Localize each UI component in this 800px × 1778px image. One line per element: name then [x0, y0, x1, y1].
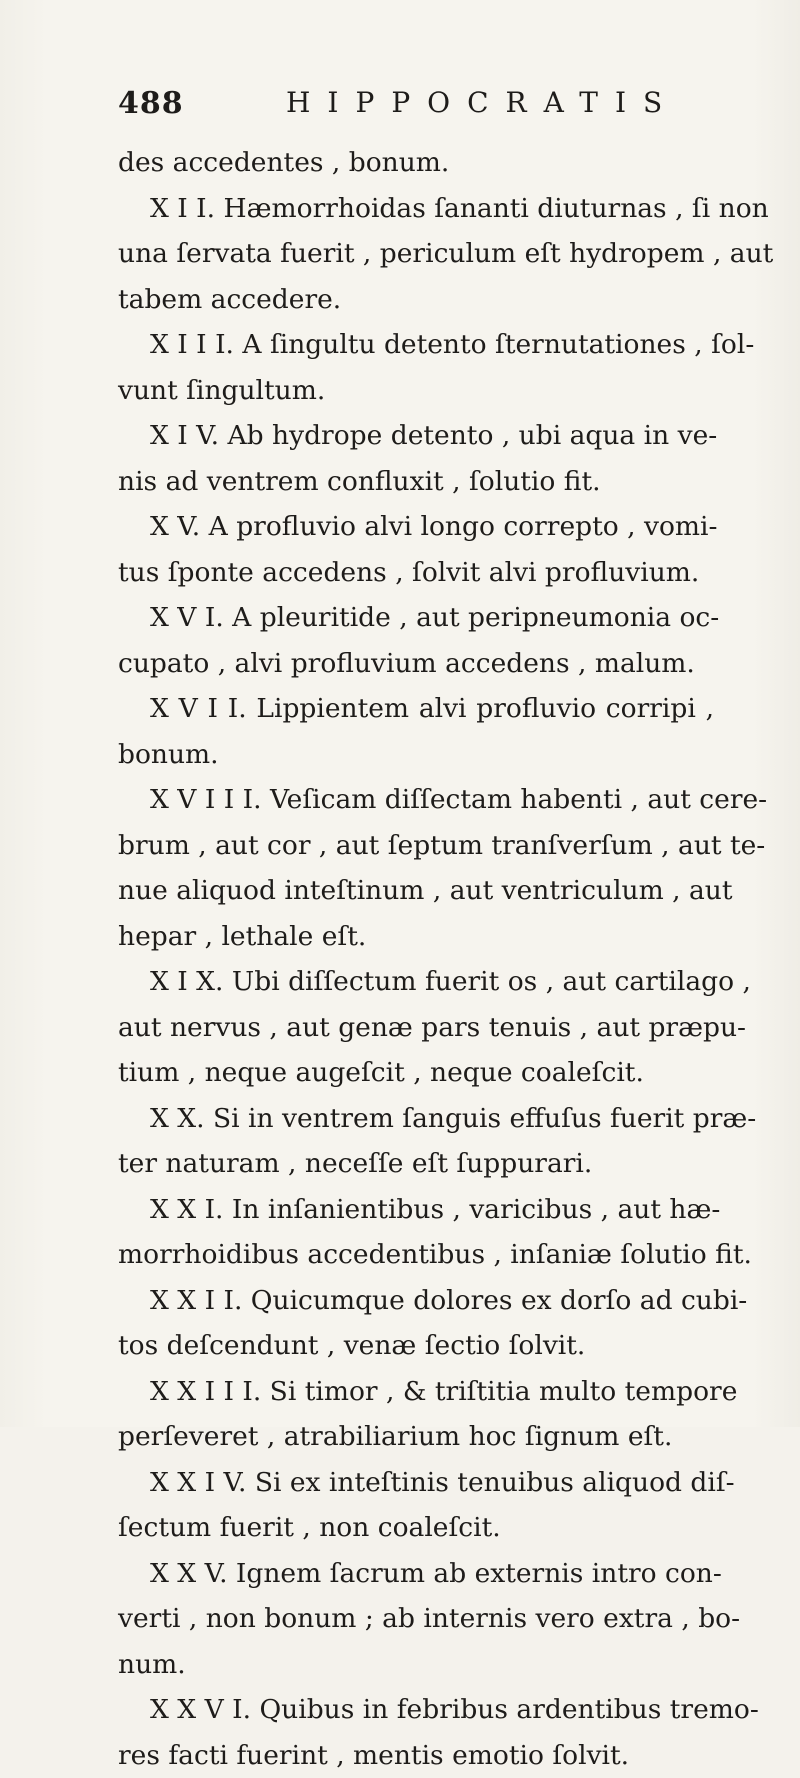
text-line: tabem accedere. [118, 277, 714, 323]
text-line: verti , non bonum ; ab internis vero extra , bo- [118, 1596, 714, 1642]
text-line: X V. A profluvio alvi longo correpto , vomi- [118, 504, 714, 550]
text-line: brum , aut cor , aut ſeptum tranſverſum , aut te- [118, 823, 714, 869]
running-title: HIPPOCRATIS [286, 86, 679, 119]
text-line: X I I. Hæmorrhoidas ſananti diuturnas , ſi non [118, 186, 714, 232]
text-line: nis ad ventrem confluxit , ſolutio fit. [118, 459, 714, 505]
text-line: X I X. Ubi diſſectum fuerit os , aut cartilago , [118, 959, 714, 1005]
text-line: X I I I. A ſingultu detento ſternutationes , ſol- [118, 322, 714, 368]
text-line: morrhoidibus accedentibus , inſaniæ ſolutio fit. [118, 1232, 714, 1278]
text-line: X V I I I. Veſicam diſſectam habenti , aut cere- [118, 777, 714, 823]
text-line: X V I I. Lippientem alvi profluvio corripi , [118, 686, 714, 732]
text-line: tium , neque augeſcit , neque coaleſcit. [118, 1050, 714, 1096]
text-line: res facti fuerint , mentis emotio ſolvit. [118, 1733, 714, 1778]
text-line: X I V. Ab hydrope detento , ubi aqua in ve- [118, 413, 714, 459]
text-line: hepar , lethale eſt. [118, 914, 714, 960]
text-line: X X I. In inſanientibus , varicibus , aut hæ- [118, 1187, 714, 1233]
text-line: X X I I. Quicumque dolores ex dorſo ad cubi- [118, 1278, 714, 1324]
text-line: bonum. [118, 732, 714, 778]
text-line: num. [118, 1642, 714, 1688]
text-line: X V I. A pleuritide , aut peripneumonia oc- [118, 595, 714, 641]
text-line: una ſervata fuerit , periculum eſt hydropem , aut [118, 231, 714, 277]
text-line: tus ſponte accedens , ſolvit alvi profluvium. [118, 550, 714, 596]
body-text [118, 140, 714, 1778]
text-line: ter naturam , neceſſe eſt ſuppurari. [118, 1141, 714, 1187]
text-line: tos deſcendunt , venæ ſectio ſolvit. [118, 1323, 714, 1369]
text-line: des accedentes , bonum. [118, 140, 714, 186]
text-line: X X I V. Si ex inteſtinis tenuibus aliquod diſ- [118, 1460, 714, 1506]
text-line: X X V I. Quibus in febribus ardentibus tremo- [118, 1687, 714, 1733]
text-line: nue aliquod inteſtinum , aut ventriculum , aut [118, 868, 714, 914]
text-line: vunt ſingultum. [118, 368, 714, 414]
text-line: X X V. Ignem ſacrum ab externis intro con- [118, 1551, 714, 1597]
page-number: 488 [118, 86, 184, 121]
text-line: ſectum fuerit , non coaleſcit. [118, 1505, 714, 1551]
text-line: cupato , alvi profluvium accedens , malum. [118, 641, 714, 687]
page-header [118, 86, 678, 126]
text-line: X X. Si in ventrem ſanguis effuſus fuerit præ- [118, 1096, 714, 1142]
text-line: perſeveret , atrabiliarium hoc ſignum eſt. [118, 1414, 714, 1460]
text-line: aut nervus , aut genæ pars tenuis , aut præpu- [118, 1005, 714, 1051]
text-line: X X I I I. Si timor , & triſtitia multo tempore [118, 1369, 714, 1415]
